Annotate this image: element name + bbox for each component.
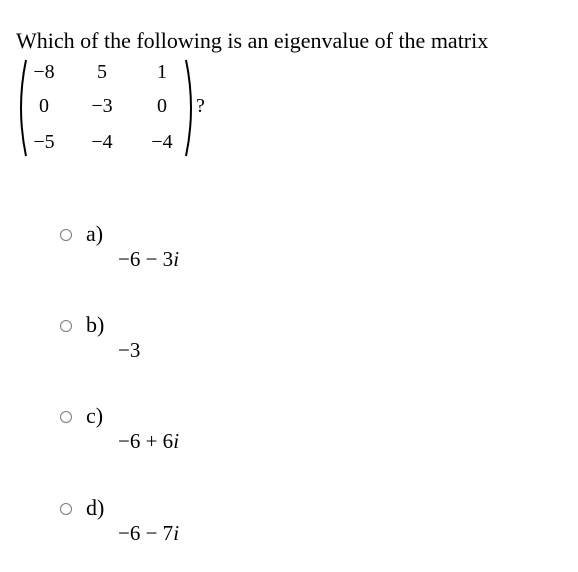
- matrix-cell-r1c2: 5: [97, 61, 107, 83]
- option-d-label: d): [86, 495, 105, 520]
- matrix: [14, 58, 204, 158]
- matrix-cell-r2c1: 0: [39, 95, 49, 117]
- matrix-cell-r1c3: 1: [157, 61, 167, 83]
- matrix-cell-r2c2: −3: [91, 95, 113, 117]
- matrix-cell-r1c1: −8: [33, 61, 55, 83]
- matrix-cell-r3c3: −4: [151, 131, 173, 153]
- option-b-label: b): [86, 312, 105, 337]
- option-a-value: −6 − 3i: [118, 247, 180, 271]
- option-c-value: −6 + 6i: [118, 429, 180, 453]
- matrix-cell-r2c3: 0: [157, 95, 167, 117]
- option-d-value: −6 − 7i: [118, 521, 180, 545]
- question-text: Which of the following is an eigenvalue of the matrix: [16, 28, 489, 53]
- option-a-label: a): [86, 221, 104, 246]
- option-b-value: −3: [118, 338, 141, 362]
- radio-button-b[interactable]: [60, 320, 72, 332]
- radio-button-c[interactable]: [60, 411, 72, 423]
- matrix-cell-r3c2: −4: [91, 131, 113, 153]
- radio-button-d[interactable]: [60, 503, 72, 515]
- option-c-label: c): [86, 403, 104, 428]
- question-mark: ?: [196, 95, 205, 117]
- matrix-cell-r3c1: −5: [33, 131, 55, 153]
- radio-button-a[interactable]: [60, 229, 72, 241]
